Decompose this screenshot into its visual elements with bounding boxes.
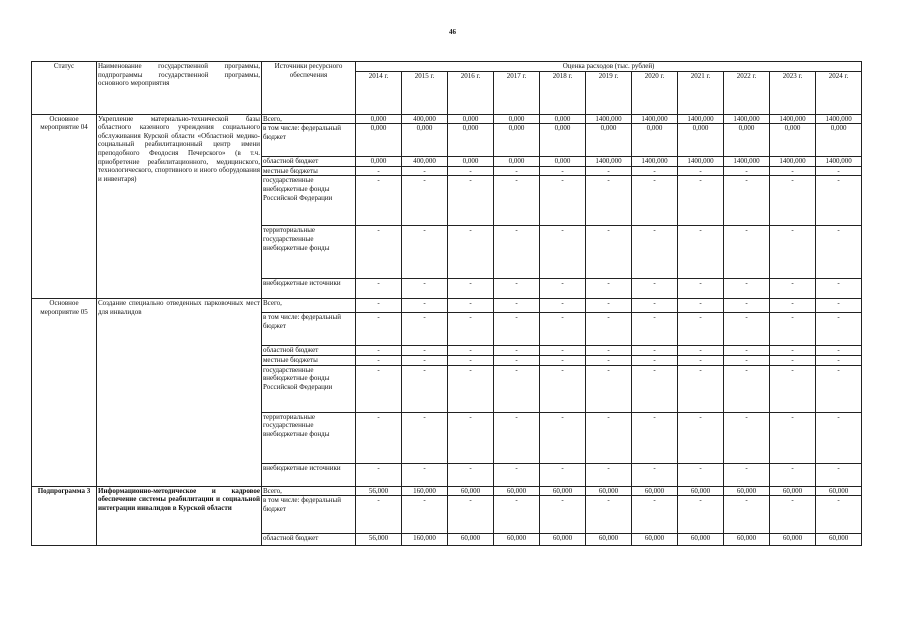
expense-value: - bbox=[632, 176, 678, 226]
expense-value: - bbox=[678, 166, 724, 176]
expense-value: - bbox=[816, 355, 862, 365]
table-row bbox=[32, 486, 862, 496]
expense-value: - bbox=[448, 355, 494, 365]
expense-value: - bbox=[540, 176, 586, 226]
expense-value: 60,000 bbox=[724, 486, 770, 496]
expense-value: - bbox=[540, 279, 586, 299]
expense-value: - bbox=[586, 166, 632, 176]
expense-value: - bbox=[586, 279, 632, 299]
expense-value: - bbox=[678, 226, 724, 279]
expense-value: - bbox=[770, 463, 816, 486]
expense-value: - bbox=[816, 299, 862, 313]
expense-value: 0,000 bbox=[540, 157, 586, 167]
expense-value: - bbox=[494, 279, 540, 299]
expense-value: - bbox=[540, 299, 586, 313]
expense-value: 56,000 bbox=[356, 486, 402, 496]
expense-value: - bbox=[632, 313, 678, 346]
funding-source: в том числе: федеральный бюджет bbox=[262, 313, 356, 346]
table-row bbox=[32, 114, 862, 124]
expense-value: - bbox=[356, 176, 402, 226]
header-sources: Источники ресурсного обеспечения bbox=[262, 62, 356, 115]
expense-value: - bbox=[540, 496, 586, 534]
expense-value: - bbox=[586, 355, 632, 365]
expense-value: - bbox=[494, 299, 540, 313]
expense-value: 0,000 bbox=[816, 124, 862, 157]
expense-value: - bbox=[586, 365, 632, 412]
expense-value: - bbox=[816, 346, 862, 356]
expense-value: - bbox=[448, 176, 494, 226]
expense-value: - bbox=[770, 279, 816, 299]
expense-value: - bbox=[448, 279, 494, 299]
expense-value: - bbox=[632, 279, 678, 299]
expense-value: - bbox=[356, 496, 402, 534]
expense-value: - bbox=[356, 166, 402, 176]
expense-value: - bbox=[586, 176, 632, 226]
expense-value: - bbox=[402, 496, 448, 534]
expense-value: - bbox=[724, 496, 770, 534]
expense-value: 60,000 bbox=[494, 486, 540, 496]
funding-source: Всего, bbox=[262, 299, 356, 313]
header-year: 2019 г. bbox=[586, 71, 632, 114]
expense-value: - bbox=[816, 496, 862, 534]
expense-value: 0,000 bbox=[678, 124, 724, 157]
expense-value: - bbox=[540, 346, 586, 356]
expense-value: 56,000 bbox=[356, 534, 402, 546]
header-year: 2024 г. bbox=[816, 71, 862, 114]
expense-value: - bbox=[724, 463, 770, 486]
expense-value: 0,000 bbox=[770, 124, 816, 157]
expense-value: 400,000 bbox=[402, 157, 448, 167]
expense-value: 1400,000 bbox=[816, 157, 862, 167]
expense-value: - bbox=[770, 355, 816, 365]
funding-source: территориальные государственные внебюджетные фонды bbox=[262, 412, 356, 463]
expense-value: 60,000 bbox=[724, 534, 770, 546]
expense-value: - bbox=[494, 346, 540, 356]
expense-value: - bbox=[494, 166, 540, 176]
expense-value: - bbox=[402, 166, 448, 176]
expense-value: 1400,000 bbox=[724, 114, 770, 124]
page-number: 46 bbox=[449, 28, 456, 36]
expense-value: 60,000 bbox=[678, 534, 724, 546]
funding-source: государственные внебюджетные фонды Российской Федерации bbox=[262, 365, 356, 412]
expense-value: - bbox=[494, 313, 540, 346]
section-name: Укрепление материально-технической базы областного казенного учреждения социального обслуживания Курской области «Областной медико-социальный реабилитационный центр имени преподобного Феодосия Печерского» (в т.ч. приобретение реабилитационного, медицинского, технологического, спортивного и иного оборудования и инвентаря) bbox=[97, 114, 262, 299]
expense-value: - bbox=[678, 176, 724, 226]
expense-value: - bbox=[678, 313, 724, 346]
expense-value: - bbox=[770, 346, 816, 356]
table-row bbox=[32, 299, 862, 313]
section-status: Основное мероприятие 05 bbox=[32, 299, 97, 486]
expense-value: 60,000 bbox=[770, 486, 816, 496]
table-body bbox=[32, 114, 862, 546]
expense-value: 0,000 bbox=[494, 124, 540, 157]
expense-value: - bbox=[724, 279, 770, 299]
funding-source: Всего, bbox=[262, 114, 356, 124]
expense-value: 0,000 bbox=[494, 114, 540, 124]
expense-value: - bbox=[494, 412, 540, 463]
expense-value: 400,000 bbox=[402, 114, 448, 124]
expense-value: - bbox=[402, 463, 448, 486]
expense-value: - bbox=[586, 313, 632, 346]
expense-value: - bbox=[402, 365, 448, 412]
expense-value: - bbox=[494, 463, 540, 486]
funding-source: местные бюджеты bbox=[262, 166, 356, 176]
expense-value: - bbox=[586, 299, 632, 313]
section-status: Подпрограмма 3 bbox=[32, 486, 97, 546]
expense-value: - bbox=[632, 299, 678, 313]
expense-value: - bbox=[816, 166, 862, 176]
expense-value: - bbox=[356, 226, 402, 279]
expense-value: - bbox=[540, 365, 586, 412]
expense-value: - bbox=[678, 365, 724, 412]
expense-value: - bbox=[402, 346, 448, 356]
section-status: Основное мероприятие 04 bbox=[32, 114, 97, 299]
expense-value: 0,000 bbox=[540, 124, 586, 157]
header-year: 2015 г. bbox=[402, 71, 448, 114]
expense-value: - bbox=[586, 463, 632, 486]
expense-value: - bbox=[356, 365, 402, 412]
expense-value: - bbox=[448, 166, 494, 176]
expense-value: - bbox=[402, 176, 448, 226]
expense-value: - bbox=[632, 355, 678, 365]
funding-source: областной бюджет bbox=[262, 534, 356, 546]
expense-value: - bbox=[724, 355, 770, 365]
expense-value: - bbox=[448, 412, 494, 463]
table-header bbox=[32, 62, 862, 115]
expense-value: 1400,000 bbox=[678, 157, 724, 167]
expense-value: - bbox=[724, 313, 770, 346]
expense-value: 1400,000 bbox=[586, 157, 632, 167]
expense-value: 60,000 bbox=[448, 534, 494, 546]
expense-value: - bbox=[632, 463, 678, 486]
expense-value: - bbox=[632, 365, 678, 412]
expense-value: - bbox=[586, 412, 632, 463]
expense-value: 160,000 bbox=[402, 534, 448, 546]
expense-value: - bbox=[540, 412, 586, 463]
expense-value: - bbox=[448, 226, 494, 279]
expense-value: - bbox=[494, 365, 540, 412]
expense-value: - bbox=[540, 463, 586, 486]
expense-value: 1400,000 bbox=[632, 114, 678, 124]
expense-value: 0,000 bbox=[632, 124, 678, 157]
expense-value: - bbox=[448, 299, 494, 313]
expense-value: 60,000 bbox=[540, 534, 586, 546]
funding-source: в том числе: федеральный бюджет bbox=[262, 124, 356, 157]
expense-value: - bbox=[448, 346, 494, 356]
expense-value: - bbox=[402, 412, 448, 463]
expense-value: 0,000 bbox=[540, 114, 586, 124]
expense-value: 1400,000 bbox=[586, 114, 632, 124]
expense-value: - bbox=[678, 412, 724, 463]
expense-value: - bbox=[678, 346, 724, 356]
expense-value: - bbox=[356, 313, 402, 346]
expense-value: 1400,000 bbox=[678, 114, 724, 124]
expense-value: - bbox=[586, 496, 632, 534]
expense-value: - bbox=[678, 279, 724, 299]
header-year: 2021 г. bbox=[678, 71, 724, 114]
expense-value: 0,000 bbox=[494, 157, 540, 167]
expense-value: - bbox=[632, 346, 678, 356]
expense-value: 160,000 bbox=[402, 486, 448, 496]
expense-value: - bbox=[678, 355, 724, 365]
expense-value: - bbox=[494, 355, 540, 365]
expense-value: - bbox=[678, 299, 724, 313]
expense-value: - bbox=[724, 365, 770, 412]
expense-value: - bbox=[448, 313, 494, 346]
expense-value: 60,000 bbox=[632, 534, 678, 546]
expense-value: 0,000 bbox=[448, 124, 494, 157]
funding-source: областной бюджет bbox=[262, 157, 356, 167]
expense-value: - bbox=[770, 313, 816, 346]
expense-value: 60,000 bbox=[494, 534, 540, 546]
expense-value: 60,000 bbox=[770, 534, 816, 546]
expense-value: - bbox=[586, 346, 632, 356]
expense-value: - bbox=[540, 166, 586, 176]
expense-value: 0,000 bbox=[448, 157, 494, 167]
expense-value: - bbox=[448, 365, 494, 412]
expense-value: - bbox=[816, 412, 862, 463]
expense-value: - bbox=[540, 313, 586, 346]
expense-value: - bbox=[770, 496, 816, 534]
header-year: 2016 г. bbox=[448, 71, 494, 114]
expense-value: 60,000 bbox=[586, 486, 632, 496]
expense-value: - bbox=[632, 412, 678, 463]
expense-value: - bbox=[770, 226, 816, 279]
expense-value: 1400,000 bbox=[816, 114, 862, 124]
header-estimate: Оценка расходов (тыс. рублей) bbox=[356, 62, 862, 72]
expense-value: 60,000 bbox=[816, 486, 862, 496]
expense-value: - bbox=[540, 355, 586, 365]
expense-value: - bbox=[816, 313, 862, 346]
expense-value: - bbox=[402, 226, 448, 279]
expense-value: - bbox=[632, 226, 678, 279]
expense-value: - bbox=[356, 412, 402, 463]
expense-value: 60,000 bbox=[632, 486, 678, 496]
expense-value: - bbox=[402, 279, 448, 299]
expense-value: - bbox=[540, 226, 586, 279]
expense-value: - bbox=[402, 313, 448, 346]
expense-value: 0,000 bbox=[356, 114, 402, 124]
expense-value: 60,000 bbox=[816, 534, 862, 546]
header-name: Наименование государственной программы, подпрограммы государственной программы, основного мероприятия bbox=[97, 62, 262, 115]
expense-value: - bbox=[770, 365, 816, 412]
header-year: 2014 г. bbox=[356, 71, 402, 114]
section-name: Информационно-методическое и кадровое обеспечение системы реабилитации и социальной интеграции инвалидов в Курской области bbox=[97, 486, 262, 546]
header-status: Статус bbox=[32, 62, 97, 115]
funding-source: областной бюджет bbox=[262, 346, 356, 356]
expense-value: - bbox=[494, 176, 540, 226]
expense-value: 0,000 bbox=[586, 124, 632, 157]
funding-source: местные бюджеты bbox=[262, 355, 356, 365]
expense-value: 1400,000 bbox=[770, 114, 816, 124]
expense-value: - bbox=[356, 463, 402, 486]
expense-value: - bbox=[816, 226, 862, 279]
expense-value: - bbox=[770, 299, 816, 313]
expense-value: - bbox=[356, 279, 402, 299]
expense-value: - bbox=[724, 166, 770, 176]
expense-value: - bbox=[356, 299, 402, 313]
expense-value: - bbox=[724, 346, 770, 356]
expense-value: 1400,000 bbox=[724, 157, 770, 167]
header-year: 2018 г. bbox=[540, 71, 586, 114]
expense-value: - bbox=[586, 226, 632, 279]
expense-value: - bbox=[356, 355, 402, 365]
expense-value: 60,000 bbox=[448, 486, 494, 496]
expense-value: - bbox=[402, 299, 448, 313]
expense-value: - bbox=[770, 166, 816, 176]
expense-value: 1400,000 bbox=[770, 157, 816, 167]
header-year: 2023 г. bbox=[770, 71, 816, 114]
expense-value: 0,000 bbox=[724, 124, 770, 157]
expense-value: - bbox=[724, 299, 770, 313]
funding-source: территориальные государственные внебюджетные фонды bbox=[262, 226, 356, 279]
expense-value: - bbox=[632, 496, 678, 534]
expense-value: - bbox=[770, 412, 816, 463]
expense-value: - bbox=[678, 496, 724, 534]
expense-value: 1400,000 bbox=[632, 157, 678, 167]
header-year: 2022 г. bbox=[724, 71, 770, 114]
funding-source: государственные внебюджетные фонды Российской Федерации bbox=[262, 176, 356, 226]
expense-value: 0,000 bbox=[356, 124, 402, 157]
expense-value: - bbox=[356, 346, 402, 356]
header-year: 2020 г. bbox=[632, 71, 678, 114]
expense-value: 0,000 bbox=[356, 157, 402, 167]
expense-value: - bbox=[724, 176, 770, 226]
expense-value: 0,000 bbox=[448, 114, 494, 124]
funding-source: внебюджетные источники bbox=[262, 279, 356, 299]
expense-value: - bbox=[448, 463, 494, 486]
expense-value: - bbox=[816, 176, 862, 226]
expense-value: - bbox=[816, 463, 862, 486]
header-year: 2017 г. bbox=[494, 71, 540, 114]
expense-value: 0,000 bbox=[402, 124, 448, 157]
expense-value: 60,000 bbox=[678, 486, 724, 496]
expense-value: - bbox=[494, 496, 540, 534]
expense-value: - bbox=[494, 226, 540, 279]
expense-value: - bbox=[448, 496, 494, 534]
expense-value: - bbox=[724, 226, 770, 279]
expense-value: - bbox=[816, 365, 862, 412]
section-name: Создание специально отведенных парковочных мест для инвалидов bbox=[97, 299, 262, 486]
funding-source: в том числе: федеральный бюджет bbox=[262, 496, 356, 534]
expense-value: 60,000 bbox=[540, 486, 586, 496]
expense-value: - bbox=[678, 463, 724, 486]
funding-source: Всего, bbox=[262, 486, 356, 496]
expense-value: 60,000 bbox=[586, 534, 632, 546]
budget-table bbox=[31, 61, 862, 546]
expense-value: - bbox=[816, 279, 862, 299]
expense-value: - bbox=[770, 176, 816, 226]
expense-value: - bbox=[402, 355, 448, 365]
funding-source: внебюджетные источники bbox=[262, 463, 356, 486]
expense-value: - bbox=[632, 166, 678, 176]
expense-value: - bbox=[724, 412, 770, 463]
